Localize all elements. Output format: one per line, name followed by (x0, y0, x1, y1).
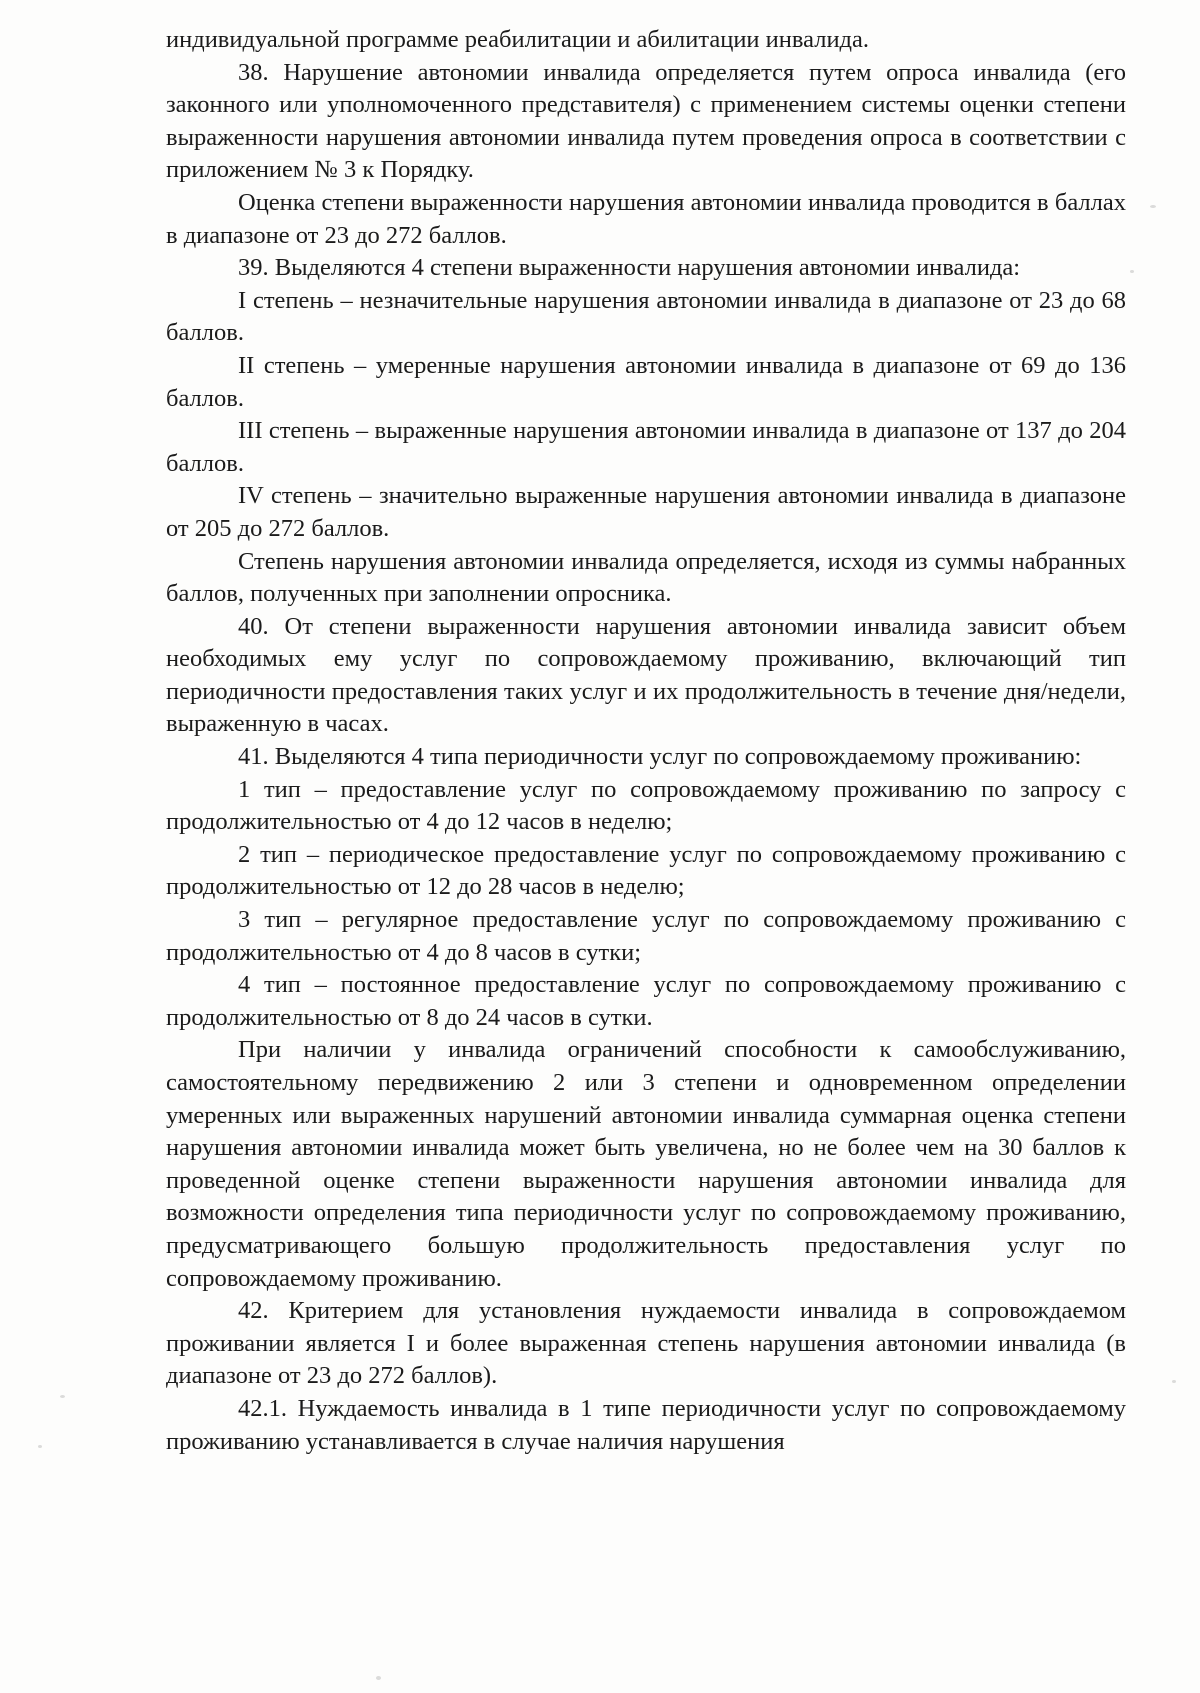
paragraph-type-2: 2 тип – периодическое предоставление услуг по сопровождаемому проживанию с продолжительностью от 12 до 28 часов в неделю; (166, 840, 1126, 901)
paragraph-increase-score: При наличии у инвалида ограничений способности к самообслуживанию, самостоятельному передвижению 2 или 3 степени и одновременном определении умеренных или выраженных нарушений автономии инвалида суммарная оценка степени нарушения автономии инвалида может быть увеличена, но не более чем на 30 баллов к проведенной оценке степени выраженности нарушения автономии инвалида для возможности определения типа периодичности услуг по сопровождаемому проживанию, предусматривающего большую продолжительность предоставления услуг по сопровождаемому проживанию. (166, 1036, 1126, 1292)
paragraph-degree-1: I степень – незначительные нарушения автономии инвалида в диапазоне от 23 до 68 баллов. (166, 286, 1126, 347)
paragraph-39: 39. Выделяются 4 степени выраженности нарушения автономии инвалида: (238, 254, 1021, 282)
paragraph-degree-3: III степень – выраженные нарушения автономии инвалида в диапазоне от 137 до 204 баллов. (166, 417, 1126, 477)
paragraph-type-1: 1 тип – предоставление услуг по сопровождаемому проживанию по запросу с продолжительностью от 4 до 12 часов в неделю; (166, 775, 1126, 836)
paragraph-assessment-range: Оценка степени выраженности нарушения автономии инвалида проводится в баллах в диапазоне от 23 до 272 баллов. (166, 188, 1126, 249)
scan-speck (1172, 1380, 1176, 1383)
paragraph-continuation: индивидуальной программе реабилитации и абилитации инвалида. (166, 26, 870, 53)
scan-speck (60, 1395, 65, 1398)
paragraph-degree-2: II степень – умеренные нарушения автономии инвалида в диапазоне от 69 до 136 баллов. (166, 351, 1126, 412)
document-body (166, 24, 1126, 1458)
paragraph-degree-4: IV степень – значительно выраженные нарушения автономии инвалида в диапазоне от 205 до 272 баллов. (166, 482, 1126, 542)
paragraph-42: 42. Критерием для установления нуждаемости инвалида в сопровождаемом проживании является I и более выраженная степень нарушения автономии инвалида (в диапазоне от 23 до 272 баллов). (166, 1297, 1126, 1390)
paragraph-type-3: 3 тип – регулярное предоставление услуг по сопровождаемому проживанию с продолжительностью от 4 до 8 часов в сутки; (166, 906, 1126, 966)
paragraph-41: 41. Выделяются 4 типа периодичности услуг по сопровождаемому проживанию: (238, 743, 1082, 771)
scan-speck (1150, 205, 1156, 208)
paragraph-42-1: 42.1. Нуждаемость инвалида в 1 типе периодичности услуг по сопровождаемому проживанию устанавливается в случае наличия нарушения (166, 1394, 1126, 1455)
paragraph-type-4: 4 тип – постоянное предоставление услуг по сопровождаемому проживанию с продолжительностью от 8 до 24 часов в сутки. (166, 971, 1126, 1031)
scan-speck (376, 1676, 381, 1680)
paragraph-40: 40. От степени выраженности нарушения автономии инвалида зависит объем необходимых ему услуг по сопровождаемому проживанию, включающий тип периодичности предоставления таких услуг и их продолжительность в течение дня/недели, выраженную в часах. (166, 612, 1126, 738)
paragraph-degree-determination: Степень нарушения автономии инвалида определяется, исходя из суммы набранных баллов, полученных при заполнении опросника. (166, 547, 1126, 608)
paragraph-38: 38. Нарушение автономии инвалида определяется путем опроса инвалида (его законного или уполномоченного представителя) с применением системы оценки степени выраженности нарушения автономии инвалида путем проведения опроса в соответствии с приложением № 3 к Порядку. (166, 58, 1126, 184)
scan-speck (38, 1445, 42, 1448)
scan-speck (1130, 270, 1134, 273)
